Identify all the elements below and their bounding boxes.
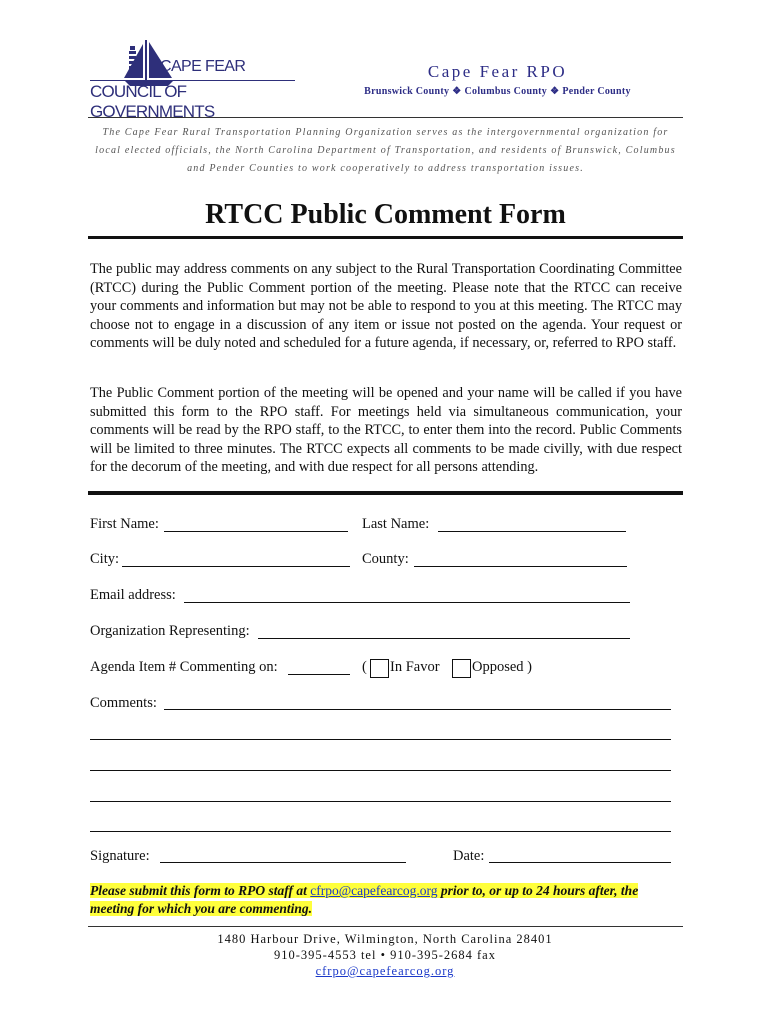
- footer-address: 1480 Harbour Drive, Wilmington, North Carolina 28401: [217, 932, 553, 946]
- comments-line-2[interactable]: [90, 739, 671, 740]
- notice-text-before: Please submit this form to RPO staff at: [90, 883, 311, 898]
- comments-line-4[interactable]: [90, 801, 671, 802]
- agenda-item-label: Agenda Item # Commenting on:: [90, 659, 278, 675]
- opposed-checkbox[interactable]: [452, 659, 471, 678]
- city-field[interactable]: [122, 566, 350, 567]
- date-label: Date:: [453, 848, 485, 864]
- county-columbus: Columbus County: [464, 86, 548, 97]
- comments-line-3[interactable]: [90, 770, 671, 771]
- last-name-label: Last Name:: [362, 516, 430, 532]
- opposed-label: Opposed ): [472, 659, 533, 675]
- organization-field[interactable]: [258, 638, 630, 639]
- comments-line-1[interactable]: [164, 709, 671, 710]
- signature-field[interactable]: [160, 862, 406, 863]
- open-paren: (: [362, 659, 367, 675]
- city-label: City:: [90, 551, 120, 567]
- paragraph-1: The public may address comments on any subject to the Rural Transportation Coordinating Committee (RTCC) during the Public Comment portion of the meeting. Please note that the RTCC can receive your comments and information but may not be able to respond to you at this meeting. The RTCC may choose not to engage in a discussion of any item or issue not posted on the agenda. Your request or comments will be duly noted and scheduled for a future agenda, if necessary, or, referred to RPO staff.: [90, 261, 682, 352]
- title-rule: [88, 236, 683, 239]
- first-name-field[interactable]: [164, 531, 348, 532]
- agenda-item-field[interactable]: [288, 674, 350, 675]
- notice-text-after: prior to, or up to 24 hours after, the meeting for which you are commenting.: [90, 883, 639, 916]
- logo-line-council: COUNCIL OF GOVERNMENTS: [90, 82, 215, 121]
- signature-label: Signature:: [90, 848, 150, 864]
- email-field[interactable]: [184, 602, 630, 603]
- county-label: County:: [362, 551, 409, 567]
- diamond-icon: ❖: [550, 86, 560, 97]
- page-title: RTCC Public Comment Form: [205, 199, 566, 230]
- header-rule: [88, 117, 683, 118]
- email-label: Email address:: [90, 587, 176, 603]
- submission-notice: [90, 882, 650, 918]
- county-list: [330, 86, 665, 97]
- county-brunswick: Brunswick County: [364, 86, 450, 97]
- paragraph-2: The Public Comment portion of the meeting will be opened and your name will be called if you have submitted this form to the RPO staff. For meetings held via simultaneous communication, your comments will be read by the RPO staff, to the RTCC, to enter them into the record. Public Comments will be limited to three minutes. The RTCC expects all comments to be made civilly, with due respect for the decorum of the meeting, and with due respect for all persons attending.: [90, 385, 682, 476]
- last-name-field[interactable]: [438, 531, 626, 532]
- logo-line-cape-fear: CAPE FEAR: [160, 58, 246, 75]
- county-field[interactable]: [414, 566, 627, 567]
- rpo-title: Cape Fear RPO: [427, 62, 568, 81]
- cape-fear-cog-logo: [88, 38, 303, 121]
- comments-label: Comments:: [90, 695, 157, 711]
- logo-divider: [90, 80, 295, 81]
- in-favor-label: In Favor: [390, 659, 440, 675]
- date-field[interactable]: [489, 862, 671, 863]
- in-favor-checkbox[interactable]: [370, 659, 389, 678]
- notice-email-link[interactable]: cfrpo@capefearcog.org: [310, 883, 438, 898]
- first-name-label: First Name:: [90, 516, 159, 532]
- intro-text: The Cape Fear Rural Transportation Planning Organization serves as the intergovernmental organization for local elected officials, the North Carolina Department of Transportation, and residents of Brunswick, Columbus and Pender Counties to work cooperatively to address transportation issues.: [95, 127, 676, 174]
- comments-line-5[interactable]: [90, 831, 671, 832]
- form-divider: [88, 491, 683, 495]
- footer-phone: 910-395-4553 tel • 910-395-2684 fax: [274, 948, 496, 962]
- footer-email-link[interactable]: cfrpo@capefearcog.org: [315, 964, 455, 978]
- footer-rule: [88, 926, 683, 927]
- county-pender: Pender County: [562, 86, 631, 97]
- organization-label: Organization Representing:: [90, 623, 250, 639]
- diamond-icon: ❖: [452, 86, 462, 97]
